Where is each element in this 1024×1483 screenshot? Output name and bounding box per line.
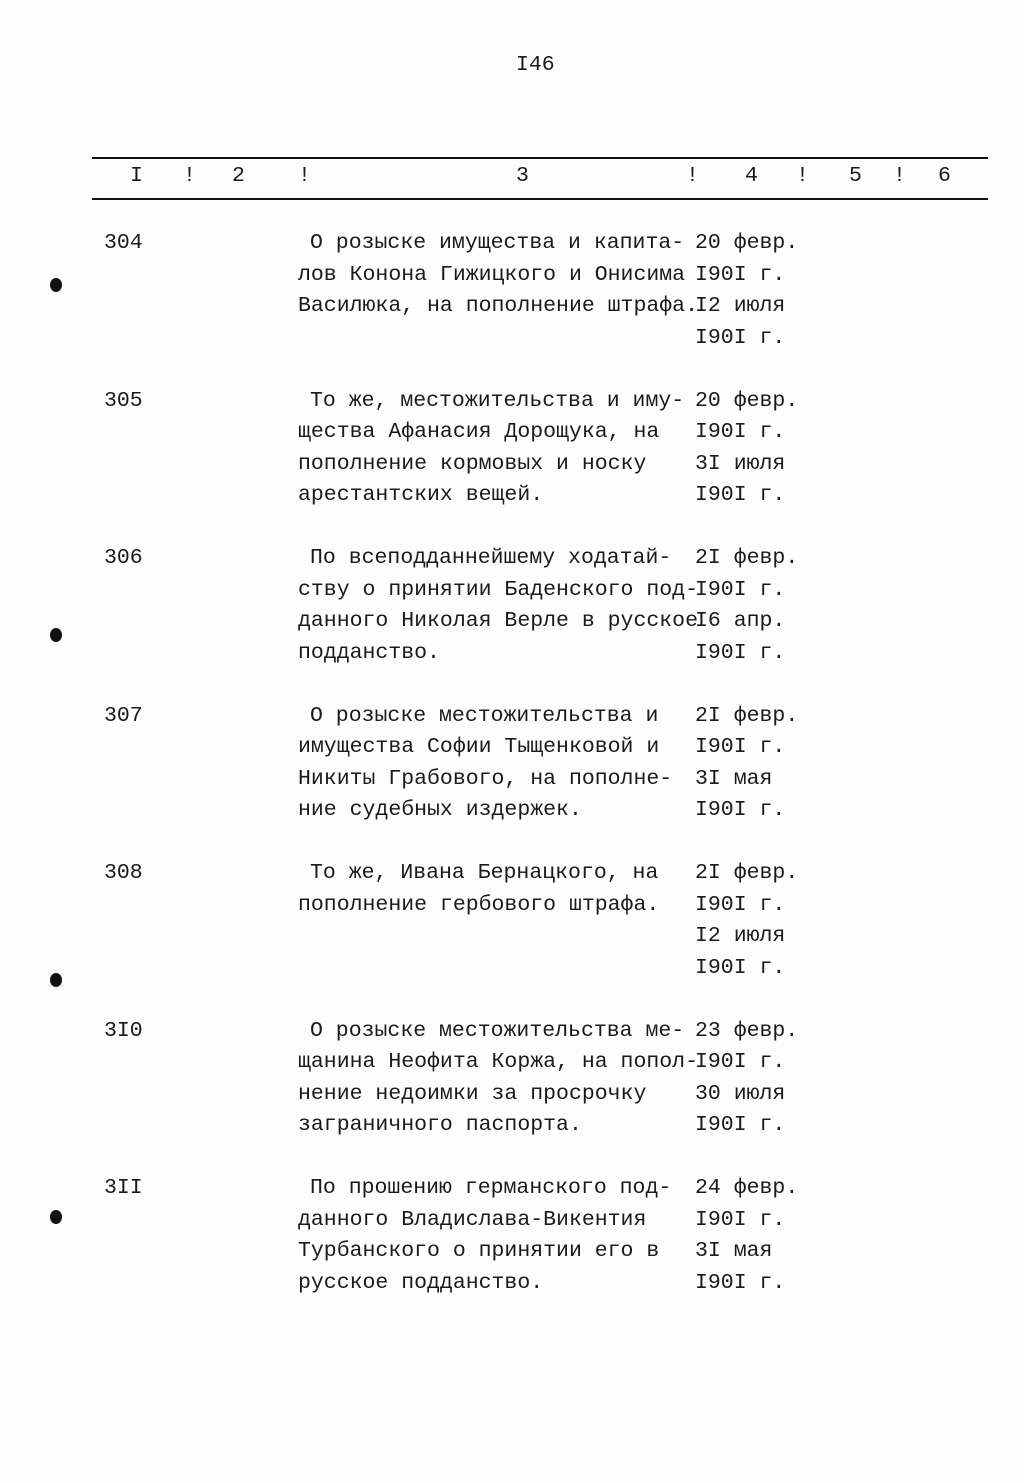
- end-date: 3I июля: [695, 451, 786, 476]
- start-date: I90I г.: [695, 420, 786, 444]
- header-top-rule: [92, 157, 988, 159]
- description-line: щанина Неофита Коржа, на попол-: [298, 1050, 698, 1074]
- description-line: данного Владислава-Викентия: [298, 1207, 647, 1232]
- end-date: I90I г.: [695, 955, 786, 980]
- end-date: I90I г.: [695, 1113, 786, 1137]
- start-date: 2I февр.: [695, 861, 799, 885]
- description-line: лов Конона Гижицкого и Онисима: [298, 262, 686, 287]
- entry-number: 306: [104, 546, 143, 570]
- entry-number: 304: [104, 231, 143, 255]
- column-header-2: 2: [232, 164, 245, 188]
- column-separator: !: [796, 164, 809, 188]
- column-separator: !: [686, 164, 699, 188]
- entry-number: 3II: [104, 1176, 143, 1200]
- description-line: Турбанского о принятии его в: [298, 1239, 660, 1263]
- start-date: I90I г.: [695, 262, 786, 287]
- description-line: ству о принятии Баденского под-: [298, 577, 698, 602]
- entry-305: [0, 386, 1024, 526]
- start-date: 23 февр.: [695, 1018, 799, 1043]
- column-header-6: 4: [745, 164, 758, 188]
- start-date: I90I г.: [695, 735, 786, 759]
- column-separator: !: [893, 164, 906, 188]
- punch-hole-mark: [50, 1210, 62, 1224]
- entry-number: 3I0: [104, 1018, 143, 1043]
- description-line: О розыске имущества и капита-: [310, 231, 685, 255]
- description-line: ние судебных издержек.: [298, 798, 582, 822]
- description-line: О розыске местожительства и: [310, 703, 659, 728]
- entry-308: [0, 858, 1024, 998]
- start-date: I90I г.: [695, 1207, 786, 1232]
- description-line: Василюка, на пополнение штрафа.: [298, 294, 698, 318]
- entry-307: [0, 701, 1024, 841]
- entry-306: [0, 543, 1024, 683]
- description-line: О розыске местожительства ме-: [310, 1018, 685, 1043]
- description-line: имущества Софии Тыщенковой и: [298, 735, 660, 759]
- page-number: I46: [516, 53, 555, 77]
- end-date: I6 апр.: [695, 609, 786, 633]
- end-date: I2 июля: [695, 924, 786, 948]
- end-date: 30 июля: [695, 1081, 786, 1106]
- column-separator: !: [298, 164, 311, 188]
- end-date: I90I г.: [695, 640, 786, 665]
- entry-3II: [0, 1173, 1024, 1313]
- start-date: I90I г.: [695, 892, 786, 917]
- start-date: 2I февр.: [695, 703, 799, 728]
- start-date: 2I февр.: [695, 546, 799, 570]
- description-line: То же, местожительства и иму-: [310, 388, 685, 413]
- entry-number: 307: [104, 703, 143, 728]
- entry-3I0: [0, 1016, 1024, 1156]
- description-line: нение недоимки за просрочку: [298, 1081, 647, 1106]
- column-separator: !: [183, 164, 196, 188]
- punch-hole-mark: [50, 973, 62, 987]
- start-date: 20 февр.: [695, 388, 799, 413]
- column-header-4: 3: [516, 164, 529, 188]
- entry-number: 308: [104, 861, 143, 885]
- punch-hole-mark: [50, 278, 62, 292]
- end-date: 3I мая: [695, 1239, 773, 1263]
- end-date: I90I г.: [695, 483, 786, 507]
- header-bottom-rule: [92, 198, 988, 200]
- start-date: I90I г.: [695, 577, 786, 602]
- description-line: По всеподданнейшему ходатай-: [310, 546, 672, 570]
- column-header-0: I: [130, 164, 143, 188]
- end-date: 3I мая: [695, 766, 773, 791]
- start-date: 20 февр.: [695, 231, 799, 255]
- column-header-10: 6: [938, 164, 951, 188]
- description-line: арестантских вещей.: [298, 483, 544, 507]
- start-date: I90I г.: [695, 1050, 786, 1074]
- entry-number: 305: [104, 388, 143, 413]
- description-line: Никиты Грабового, на пополне-: [298, 766, 673, 791]
- description-line: То же, Ивана Бернацкого, на: [310, 861, 659, 885]
- description-line: данного Николая Верле в русское: [298, 609, 698, 633]
- entry-304: [0, 228, 1024, 368]
- punch-hole-mark: [50, 628, 62, 642]
- description-line: заграничного паспорта.: [298, 1113, 582, 1137]
- description-line: пополнение кормовых и носку: [298, 451, 647, 476]
- description-line: щества Афанасия Дорощука, на: [298, 420, 660, 444]
- column-header-8: 5: [849, 164, 862, 188]
- description-line: подданство.: [298, 640, 440, 665]
- end-date: I90I г.: [695, 325, 786, 350]
- description-line: русское подданство.: [298, 1270, 544, 1295]
- end-date: I2 июля: [695, 294, 786, 318]
- end-date: I90I г.: [695, 1270, 786, 1295]
- description-line: пополнение гербового штрафа.: [298, 892, 660, 917]
- description-line: По прошению германского под-: [310, 1176, 672, 1200]
- end-date: I90I г.: [695, 798, 786, 822]
- start-date: 24 февр.: [695, 1176, 799, 1200]
